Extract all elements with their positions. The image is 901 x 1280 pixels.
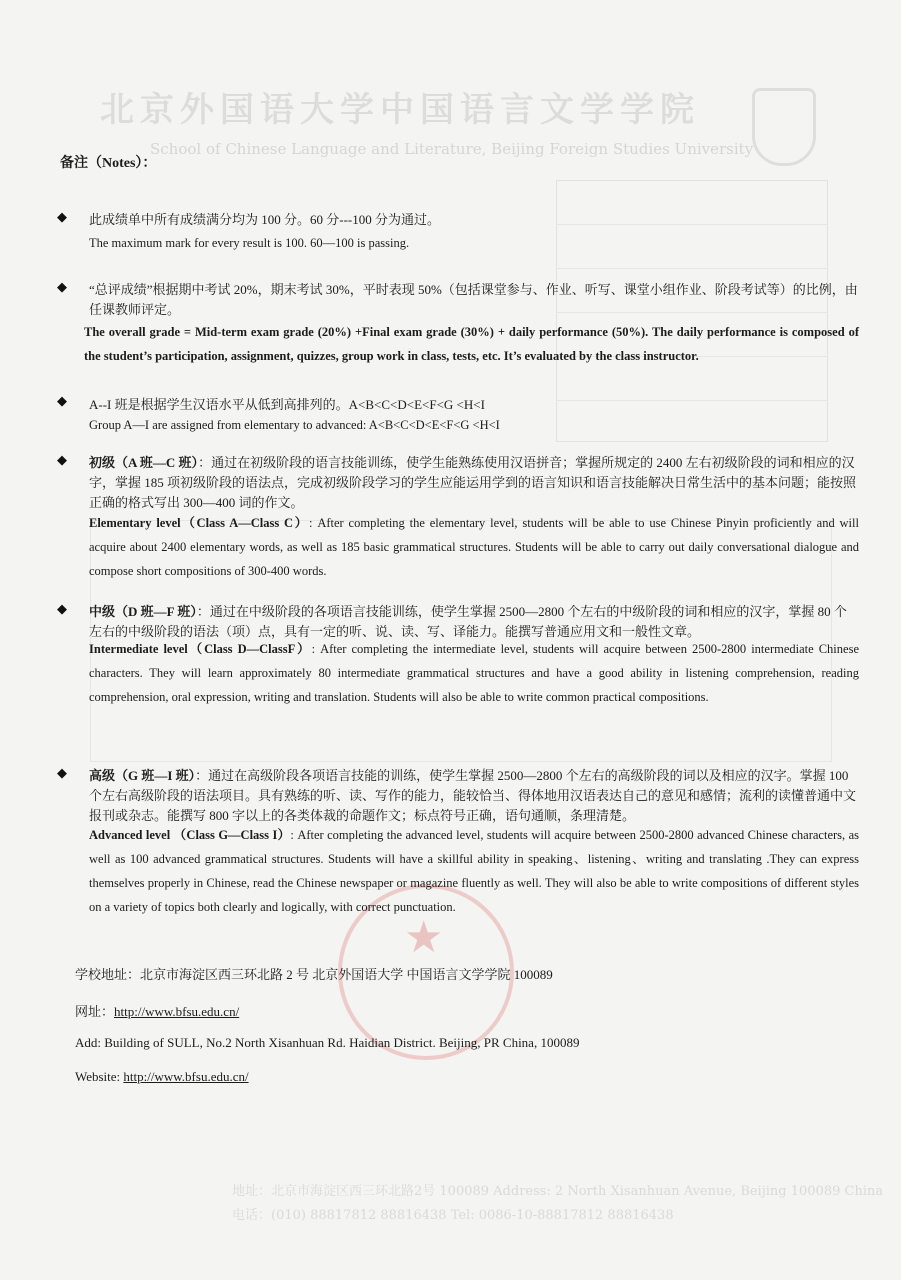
diamond-bullet-icon: ◆: [57, 394, 67, 409]
advanced-body-zh: ：通过在高级阶段各项语言技能的训练，使学生掌握 2500—2800 个左右的高级阶段的词以及相应的汉字。掌握 100 个左右高级阶段的语法项目。具有熟练的听、读、写作的能力，能较恰当、得体地用汉语表达自己的意见和感情；流利的读懂普通中文报刊或杂志。能撰写 800 字以上的各类体裁的命题作文；标点符号正确，语句通顺，条理清楚。: [89, 768, 857, 823]
notes-title: 备注（Notes）：: [60, 156, 157, 171]
note-3-en: Group A—I are assigned from elementary to advanced: A<B<C<D<E<F<G <H<I: [89, 418, 500, 432]
website-link-zh[interactable]: http://www.bfsu.edu.cn/: [114, 1004, 240, 1019]
ghost-footer-watermark-2: 电话：(010) 88817812 88816438 Tel: 0086-10-88817812 88816438: [232, 1208, 674, 1223]
note-intermediate-zh: [89, 602, 859, 642]
diamond-bullet-icon: ◆: [57, 766, 67, 781]
diamond-bullet-icon: ◆: [57, 602, 67, 617]
note-2-zh: “总评成绩”根据期中考试 20%，期末考试 30%，平时表现 50%（包括课堂参与、作业、听写、课堂小组作业、阶段考试等）的比例，由任课教师评定。: [89, 282, 858, 317]
note-advanced-en: [89, 823, 859, 919]
ghost-logo-watermark: [752, 88, 816, 166]
ghost-footer-watermark: 地址：北京市海淀区西三环北路2号 100089 Address: 2 North Xisanhuan Avenue, Beijing 100089 China: [232, 1184, 884, 1199]
website-line-zh: [75, 1001, 239, 1020]
diamond-bullet-icon: ◆: [57, 453, 67, 468]
elementary-body-en: : After completing the elementary level, students will be able to use Chinese Pinyin proficiently and will acquire about 2400 elementary words, as well as 185 basic grammatical structures. Students will be able to carry out daily conversational dialogue and compose short compositions of 300-400 words.: [89, 516, 859, 578]
website-link-en[interactable]: http://www.bfsu.edu.cn/: [123, 1069, 249, 1084]
elementary-body-zh: ：通过在初级阶段的语言技能训练，使学生能熟练使用汉语拼音；掌握所规定的 2400 左右初级阶段的词和相应的汉字，掌握 185 项初级阶段的语法点，完成初级阶段学习的学生应能运用学到的语言知识和语言技能解决日常生活中的基本问题；能按照正确的格式写出 300—400 词的作文。: [89, 455, 857, 510]
website-line-en: [75, 1069, 249, 1085]
diamond-bullet-icon: ◆: [57, 280, 67, 295]
school-address-en: Add: Building of SULL, No.2 North Xisanhuan Rd. Haidian District. Beijing, PR China, 100089: [75, 1035, 580, 1050]
elementary-heading-en: Elementary level（Class A—Class C）: [89, 516, 310, 530]
seal-star-icon: ★: [404, 912, 444, 963]
note-3-zh: A--I 班是根据学生汉语水平从低到高排列的。A<B<C<D<E<F<G <H<I: [89, 397, 485, 412]
note-1-zh: 此成绩单中所有成绩满分均为 100 分。60 分---100 分为通过。: [89, 212, 440, 227]
note-elementary-en: [89, 511, 859, 583]
school-address-zh: 学校地址：北京市海淀区西三环北路 2 号 北京外国语大学 中国语言文学学院 100089: [75, 967, 553, 982]
intermediate-heading-zh: 中级（D 班—F 班）: [89, 604, 197, 619]
ghost-subheader-watermark: School of Chinese Language and Literature, Beijing Foreign Studies University: [150, 140, 754, 158]
intermediate-body-zh: ：通过在中级阶段的各项语言技能训练，使学生掌握 2500—2800 个左右的中级阶段的词和相应的汉字，掌握 80 个左右的中级阶段的语法（项）点，具有一定的听、说、读、写、译能力。能撰写普通应用文和一般性文章。: [89, 604, 847, 639]
website-label-zh: 网址：: [75, 1004, 115, 1019]
note-2-en: The overall grade = Mid-term exam grade (20%) +Final exam grade (30%) + daily performance (50%). The daily performance is composed of the student’s participation, assignment, quizzes, group work in class, tests, etc. It’s evaluated by the class instructor.: [84, 325, 859, 363]
note-intermediate-en: [89, 637, 859, 709]
note-advanced-zh: [89, 766, 859, 826]
intermediate-heading-en: Intermediate level（Class D—ClassF）: [89, 642, 312, 656]
intermediate-body-en: : After completing the intermediate level, students will acquire between 2500-2800 intermediate Chinese characters. They will learn approximately 80 intermediate grammatical structures and have a good ability in listening comprehension, reading comprehension, oral expression, writing and translation. Students will also be able to write common practical compositions.: [89, 642, 859, 704]
advanced-heading-zh: 高级（G 班—I 班）: [89, 768, 196, 783]
advanced-body-en: : After completing the advanced level, students will acquire between 2500-2800 advanced Chinese characters, as well as 100 advanced grammatical structures. Students will have a skillful ability in speaking、listening、writing and translating .They can express themselves properly in Chinese, read the Chinese newspaper or magazine fluently as well. They will also be able to write compositions of different styles on a variety of topics both clearly and logically, with correct punctuation.: [89, 828, 859, 914]
diamond-bullet-icon: ◆: [57, 210, 67, 225]
note-elementary-zh: [89, 453, 859, 513]
ghost-header-watermark: 北京外国语大学中国语言文学学院: [100, 90, 700, 130]
elementary-heading-zh: 初级（A 班—C 班）: [89, 455, 199, 470]
website-label-en: Website:: [75, 1069, 124, 1084]
advanced-heading-en: Advanced level （Class G—Class I）: [89, 828, 291, 842]
note-1-en: The maximum mark for every result is 100. 60—100 is passing.: [89, 236, 410, 250]
